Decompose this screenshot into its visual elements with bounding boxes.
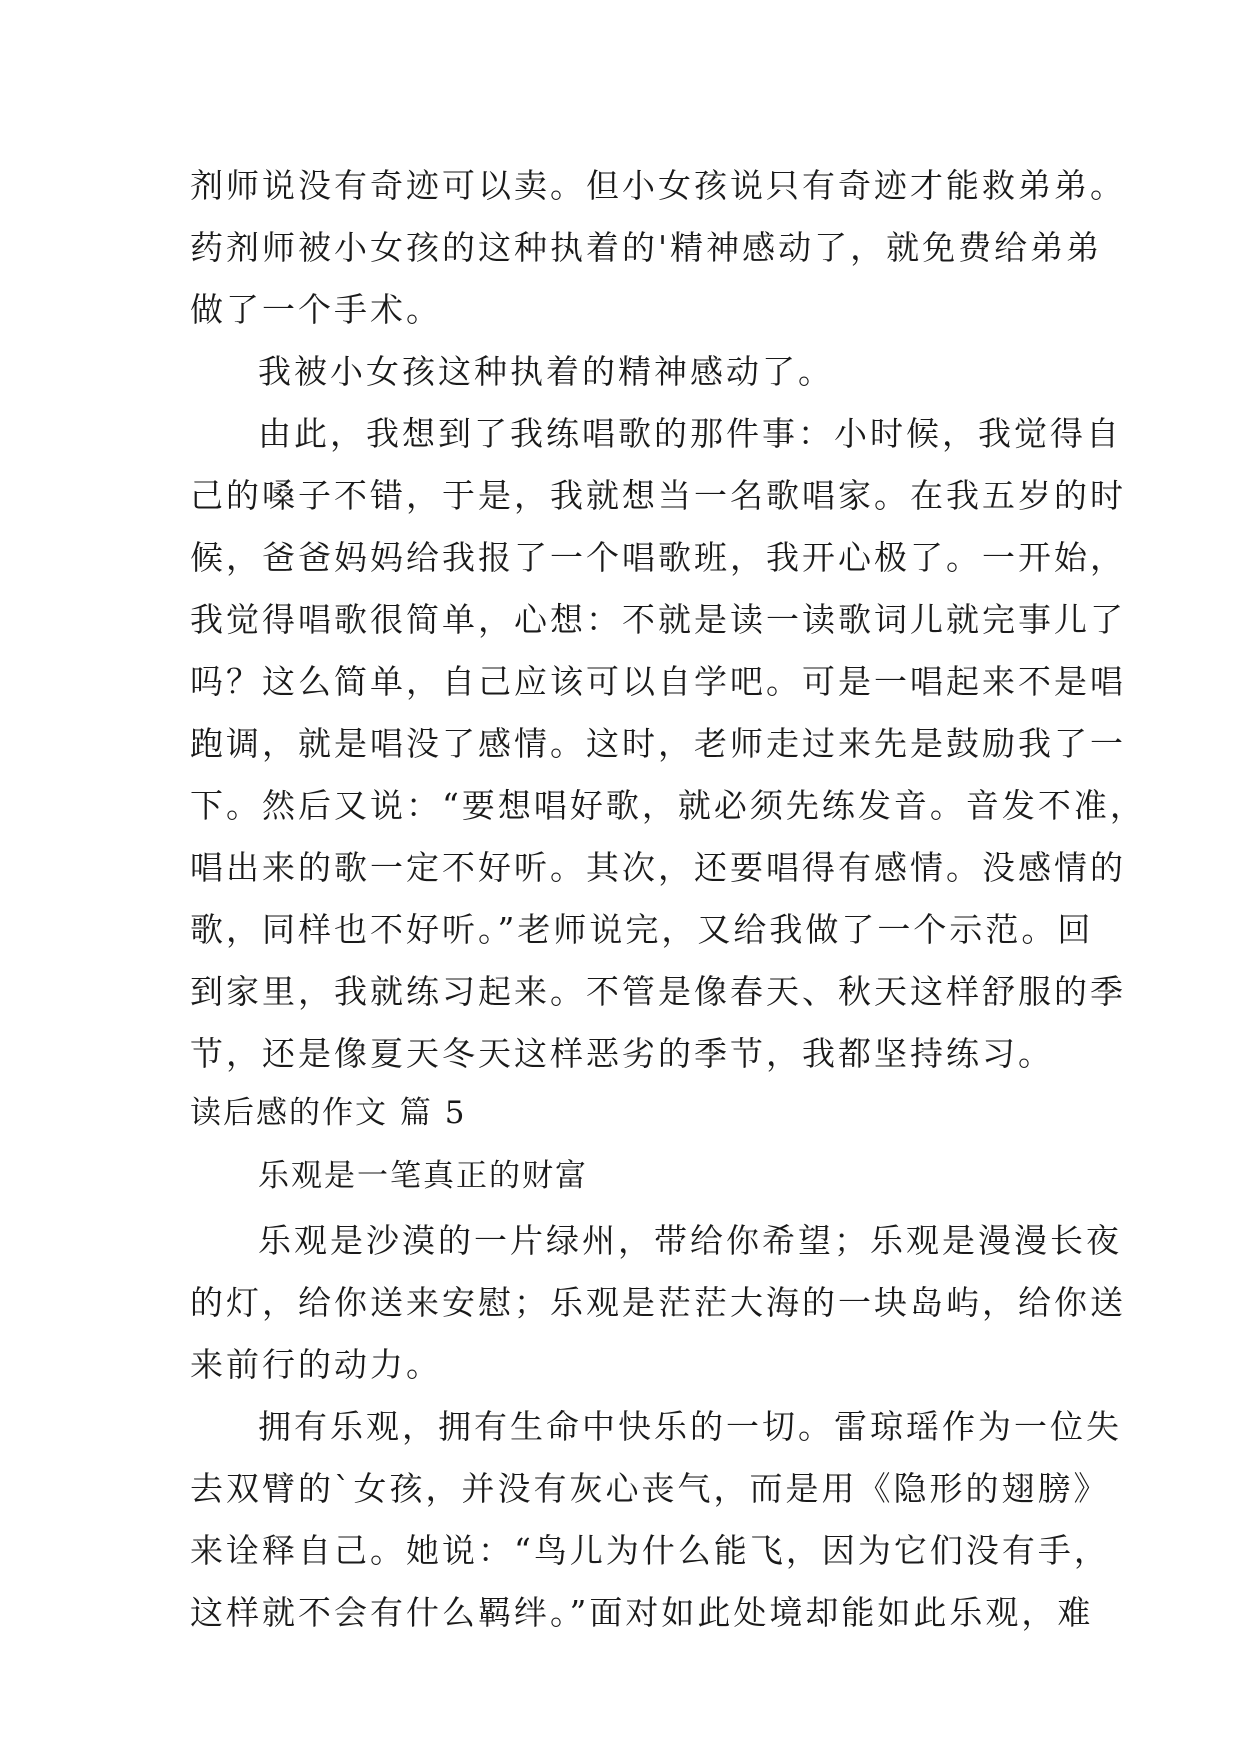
text-line: 吗？这么简单，自己应该可以自学吧。可是一唱起来不是唱 (190, 662, 1126, 701)
text-line: 来前行的动力。 (190, 1345, 442, 1384)
text-line: 剂师说没有奇迹可以卖。但小女孩说只有奇迹才能救弟弟。 (190, 166, 1126, 205)
paragraph-line: 乐观是沙漠的一片绿州，带给你希望；乐观是漫漫长夜 (258, 1221, 1122, 1260)
text-line: 己的嗓子不错，于是，我就想当一名歌唱家。在我五岁的时 (190, 476, 1126, 515)
text-line: 这样就不会有什么羁绊。”面对如此处境却能如此乐观，难 (190, 1593, 1094, 1632)
section-heading: 读后感的作文 篇 5 (190, 1095, 467, 1131)
text-line: 药剂师被小女孩的这种执着的'精神感动了，就免费给弟弟 (190, 228, 1103, 267)
text-line: 去双臂的`女孩，并没有灰心丧气，而是用《隐形的翅膀》 (190, 1469, 1110, 1508)
text-line: 节，还是像夏天冬天这样恶劣的季节，我都坚持练习。 (190, 1034, 1054, 1073)
text-line: 歌，同样也不好听。”老师说完，又给我做了一个示范。回 (190, 910, 1094, 949)
text-line: 到家里，我就练习起来。不管是像春天、秋天这样舒服的季 (190, 972, 1126, 1011)
paragraph-line: 我被小女孩这种执着的精神感动了。 (258, 352, 834, 391)
text-line: 唱出来的歌一定不好听。其次，还要唱得有感情。没感情的 (190, 848, 1126, 887)
paragraph-line: 由此，我想到了我练唱歌的那件事：小时候，我觉得自 (258, 414, 1122, 453)
text-line: 候，爸爸妈妈给我报了一个唱歌班，我开心极了。一开始， (190, 538, 1126, 577)
text-line: 我觉得唱歌很简单，心想：不就是读一读歌词儿就完事儿了 (190, 600, 1126, 639)
text-line: 跑调，就是唱没了感情。这时，老师走过来先是鼓励我了一 (190, 724, 1126, 763)
document-body (190, 155, 1146, 1644)
text-line: 做了一个手术。 (190, 290, 442, 329)
text-line: 下。然后又说：“要想唱好歌，就必须先练发音。音发不准， (190, 786, 1146, 825)
paragraph-line: 拥有乐观，拥有生命中快乐的一切。雷琼瑶作为一位失 (258, 1407, 1122, 1446)
text-line: 来诠释自己。她说：“鸟儿为什么能飞，因为它们没有手， (190, 1531, 1110, 1570)
text-line: 的灯，给你送来安慰；乐观是茫茫大海的一块岛屿，给你送 (190, 1283, 1126, 1322)
essay-title: 乐观是一笔真正的财富 (258, 1158, 588, 1194)
